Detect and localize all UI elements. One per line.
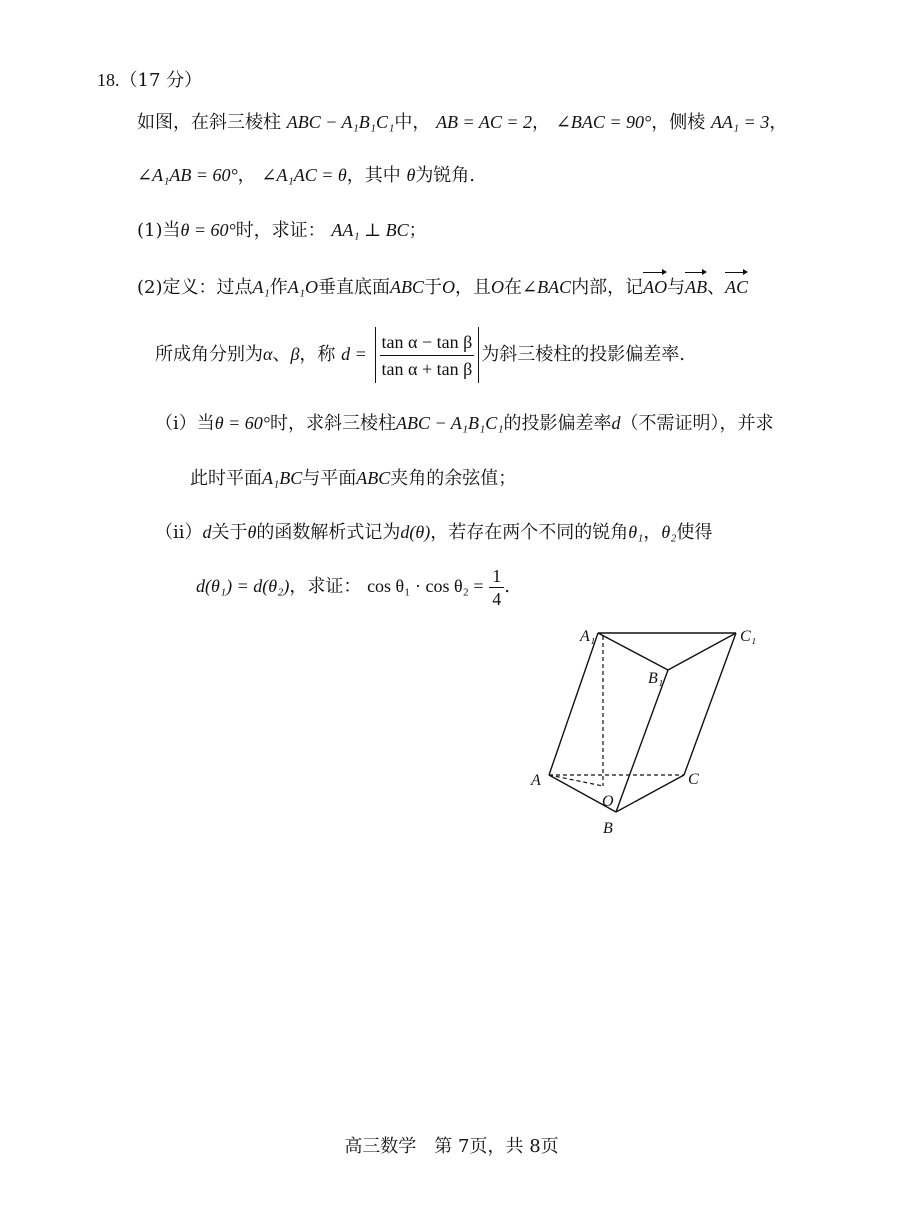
- condition-angle-a1ab: ∠A₁AB = 60°: [137, 165, 238, 185]
- d-equals: d =: [341, 344, 367, 364]
- label-b: B: [603, 820, 613, 837]
- label-o: O: [602, 793, 614, 810]
- intro-text: ，其中: [346, 165, 401, 186]
- part-2-line-1: [137, 275, 748, 300]
- edge-b1c1: [668, 633, 736, 670]
- d-of-theta: d(θ): [400, 522, 431, 542]
- fraction-numerator: 1: [492, 565, 502, 586]
- edge-cc1: [684, 633, 736, 775]
- theta-symbol: θ: [247, 522, 257, 542]
- problem-number: 18.: [97, 70, 120, 90]
- part-2-text: ，且: [455, 277, 492, 298]
- d-symbol: d: [202, 522, 212, 542]
- part-1-text: 时，求证：: [235, 220, 326, 241]
- part-2-text: 在: [504, 277, 523, 298]
- label-a: A: [531, 772, 541, 789]
- fraction-denominator: tan α + tan β: [380, 355, 475, 382]
- sub-i-line-2: [190, 466, 516, 491]
- separator: ，: [532, 112, 551, 133]
- part-1-label: (1)当: [137, 220, 181, 241]
- part-2-text: 作: [269, 277, 288, 298]
- problem-points: （17 分）: [119, 70, 203, 91]
- deviation-fraction: [380, 329, 475, 382]
- plane-a1bc: A₁BC: [262, 468, 303, 488]
- sub-i-line-1: [155, 411, 774, 436]
- label-b1: B₁: [648, 670, 664, 687]
- part-2-text: 内部，记: [571, 277, 644, 298]
- part-1-text: ；: [408, 220, 427, 241]
- sub-ii-text: ，若存在两个不同的锐角: [430, 522, 629, 543]
- sub-i-text: （不需证明），并求: [620, 413, 774, 434]
- sub-i-text: 的投影偏差率: [503, 413, 612, 434]
- edge-aa1: [549, 633, 598, 775]
- vector-ac: AC: [725, 277, 749, 297]
- point-o: O: [491, 277, 505, 297]
- intro-text: 为锐角.: [415, 165, 476, 186]
- sub-ii-text: ，求证：: [289, 576, 362, 597]
- edge-bc: [616, 775, 684, 812]
- vector-ao: AO: [643, 277, 668, 297]
- condition-angle-a1ac: ∠A₁AC = θ: [261, 165, 347, 185]
- alpha-symbol: α: [263, 344, 273, 364]
- part-2-text: 垂直底面: [318, 277, 391, 298]
- prism-name: ABC − A₁B₁C₁: [286, 112, 395, 132]
- condition-ab-ac: AB = AC = 2: [436, 112, 533, 132]
- part-2-text: 、: [272, 344, 291, 365]
- problem-intro-line-1: [137, 110, 787, 135]
- part-1-claim: AA₁ ⊥ BC: [331, 220, 409, 240]
- fraction-numerator: tan α − tan β: [381, 331, 473, 352]
- sub-ii-text: ，: [643, 522, 662, 543]
- condition-aa1: AA₁ = 3: [710, 112, 770, 132]
- theta-2: θ₂: [661, 522, 677, 542]
- prism-diagram: [520, 615, 790, 845]
- part-2-text: ，称: [299, 344, 336, 365]
- edge-bb1: [616, 670, 668, 812]
- theta-1: θ₁: [628, 522, 644, 542]
- sub-ii-line-1: [155, 520, 712, 545]
- part-2-line-2: [155, 326, 685, 383]
- fraction-denominator: 4: [489, 587, 504, 610]
- label-c1: C₁: [740, 628, 757, 645]
- part-2-label: (2)定义：过点: [137, 277, 253, 298]
- part-2-text: 为斜三棱柱的投影偏差率.: [481, 344, 686, 365]
- plane-abc: ABC: [390, 277, 425, 297]
- part-2-text: 于: [424, 277, 443, 298]
- label-c: C: [688, 771, 699, 788]
- page-footer: 高三数学 第 7页，共 8页: [344, 1136, 559, 1157]
- sub-i-text: 时，求斜三棱柱: [269, 413, 396, 434]
- problem-header: [97, 68, 202, 93]
- intro-text: ，侧棱: [651, 112, 706, 133]
- part-2-text: 与: [667, 277, 686, 298]
- sub-ii-text: 使得: [676, 522, 713, 543]
- intro-text: 如图，在斜三棱柱: [137, 112, 281, 133]
- edge-a1b1: [598, 633, 668, 670]
- theta-symbol: θ: [406, 165, 416, 185]
- sub-i-label: （i）当: [155, 413, 215, 434]
- one-quarter-fraction: [489, 565, 504, 610]
- sub-ii-text: 关于: [211, 522, 248, 543]
- part-1-condition: θ = 60°: [180, 220, 236, 240]
- segment-ao-dashed: [549, 775, 603, 786]
- point-a1: A₁: [252, 277, 270, 297]
- angle-bac: ∠BAC: [522, 277, 572, 297]
- beta-symbol: β: [290, 344, 300, 364]
- sub-i-condition: θ = 60°: [214, 413, 270, 433]
- segment-a1o: A₁O: [287, 277, 319, 297]
- prism-name: ABC − A₁B₁C₁: [395, 413, 504, 433]
- sub-ii-label: （ii）: [155, 522, 203, 543]
- cos-product-expression: cos θ₁ · cos θ₂ =: [367, 576, 484, 596]
- equation-d-theta: d(θ₁) = d(θ₂): [196, 576, 290, 596]
- label-a1: A₁: [580, 628, 596, 645]
- separator: ，: [769, 112, 788, 133]
- part-2-text: 、: [707, 277, 726, 298]
- condition-angle-bac: ∠BAC = 90°: [555, 112, 652, 132]
- separator: ，: [237, 165, 256, 186]
- sub-i-text: 此时平面: [190, 468, 262, 489]
- plane-abc: ABC: [356, 468, 391, 488]
- d-symbol: d: [611, 413, 621, 433]
- sub-ii-text: 的函数解析式记为: [256, 522, 401, 543]
- intro-text: 中，: [394, 112, 431, 133]
- point-o: O: [442, 277, 456, 297]
- absolute-value-bars: [375, 327, 480, 383]
- part-2-text: 所成角分别为: [155, 344, 263, 365]
- vector-ab: AB: [685, 277, 708, 297]
- sub-i-text: 与平面: [302, 468, 357, 489]
- sub-ii-text: .: [504, 576, 510, 597]
- part-1: [137, 218, 427, 243]
- sub-i-text: 夹角的余弦值；: [390, 468, 517, 489]
- sub-ii-line-2: [196, 560, 510, 613]
- problem-intro-line-2: [137, 163, 475, 188]
